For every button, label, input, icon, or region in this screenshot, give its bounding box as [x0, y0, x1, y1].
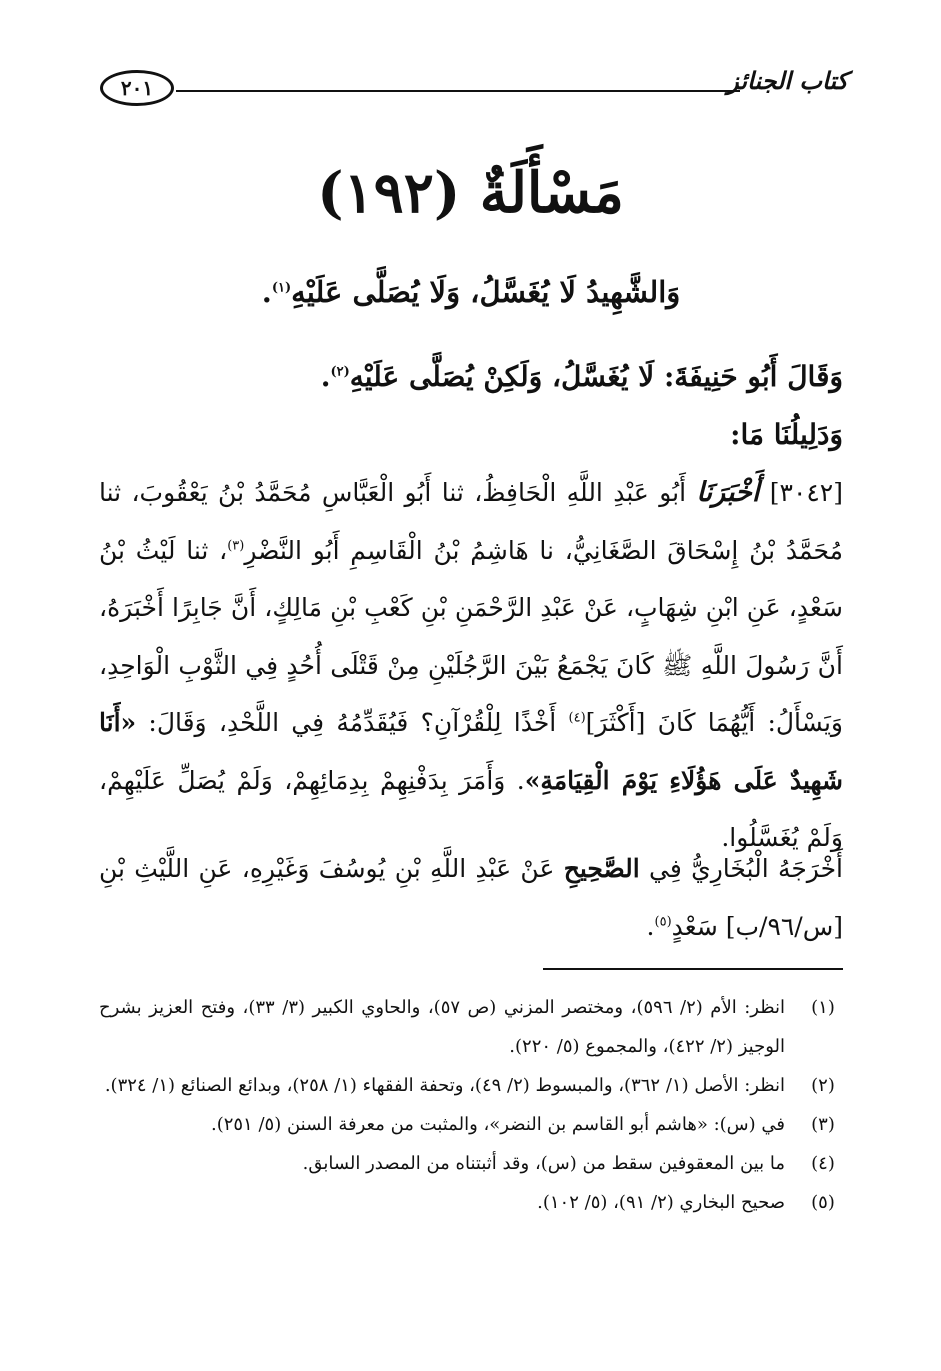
header-rule: [176, 90, 740, 92]
hadith-source: [99, 840, 843, 955]
footnote-ref-5: (٥): [654, 914, 672, 930]
footnote-text: صحيح البخاري (٢/ ٩١)، (٥/ ١٠٢).: [537, 1192, 785, 1213]
hadith-isnad-part1: أَبُو عَبْدِ اللَّهِ الْحَافِظُ، ثنا أَبُو الْعَبَّاسِ مُحَمَّدُ بْنُ يَعْقُوبَ، ثنا مُحَمَّدُ بْنُ إِسْحَاقَ الصَّغَانِيُّ، نا هَاشِمُ بْنُ الْقَاسِمِ أَبُو النَّضْرِ: [99, 478, 843, 565]
footnote-item: [99, 1105, 843, 1144]
footnote-text: في (س): «هاشم أبو القاسم بن النضر»، والمثبت من معرفة السنن (٥/ ٢٥١).: [210, 1114, 785, 1135]
page-number: ٢٠١: [100, 70, 174, 106]
issue-title: مَسْأَلَةٌ (١٩٢): [317, 160, 624, 226]
evidence-intro: وَدَلِيلُنَا مَا:: [730, 418, 843, 451]
hanafi-text: وَقَالَ أَبُو حَنِيفَةَ: لَا يُغَسَّلُ، وَلَكِنْ يُصَلَّى عَلَيْهِ: [349, 360, 843, 393]
hadith-number: [٣٠٤٢]: [769, 478, 843, 507]
prophet-quote: «أَنَا شَهِيدٌ عَلَى هَؤُلَاءِ يَوْمَ الْقِيَامَةِ»: [99, 708, 843, 795]
footnote-item: [99, 1144, 843, 1183]
footnote-item: [99, 988, 843, 1066]
footnote-text: ما بين المعقوفين سقط من (س)، وقد أثبتناه من المصدر السابق.: [302, 1153, 785, 1174]
hanafi-end: .: [320, 360, 331, 393]
footnotes: [99, 988, 843, 1222]
footnote-number: (١): [811, 997, 835, 1018]
footnote-number: (٥): [811, 1192, 835, 1213]
akhbarana-word: أَخْبَرَنَا: [696, 477, 760, 508]
hadith-paragraph: [99, 464, 843, 867]
statement-text: وَالشَّهِيدُ لَا يُغَسَّلُ، وَلَا يُصَلَّى عَلَيْهِ: [291, 275, 681, 309]
footnote-ref-4: (٤): [568, 710, 586, 726]
footnote-ref-3: (٣): [227, 538, 245, 554]
hadith-matn-part4: . وَأَمَرَ بِدَفْنِهِمْ بِدِمَائِهِمْ، وَلَمْ يُصَلِّ عَلَيْهِمْ، وَلَمْ يُغَسَّلُوا.: [99, 765, 843, 852]
footnote-number: (٣): [811, 1114, 835, 1135]
statement-end: .: [261, 275, 272, 309]
footnote-number: (٤): [811, 1153, 835, 1174]
footnote-item: [99, 1066, 843, 1105]
footnote-number: (٢): [811, 1075, 835, 1096]
footnote-text: انظر: الأصل (١/ ٣٦٢)، والمبسوط (٢/ ٤٩)، وتحفة الفقهاء (١/ ٢٥٨)، وبدائع الصنائع (١/ ٣٢٤).: [104, 1075, 785, 1096]
hanafi-opinion: [99, 348, 843, 406]
page-header: [100, 62, 848, 118]
source-end: .: [646, 911, 655, 941]
sahih-word: الصَّحِيحِ: [563, 854, 640, 883]
footnote-separator: [543, 968, 843, 970]
footnote-ref-2: (٢): [330, 364, 350, 380]
footnote-text: انظر: الأم (٢/ ٥٩٦)، ومختصر المزني (ص ٥٧)، والحاوي الكبير (٣/ ٣٣)، وفتح العزيز بشرح الوجيز (٢/ ٤٢٢)، والمجموع (٥/ ٢٢٠).: [99, 997, 786, 1057]
source-part2: عَنْ عَبْدِ اللَّهِ بْنِ يُوسُفَ وَغَيْرِهِ، عَنِ اللَّيْثِ بْنِ [س/٩٦/ب] سَعْدٍ: [99, 854, 843, 941]
footnote-ref-1: (١): [271, 280, 292, 296]
footnote-item: [99, 1183, 843, 1222]
hadith-isnad-part2: ، ثنا لَيْثُ بْنُ سَعْدٍ، عَنِ ابْنِ شِهَابٍ، عَنْ عَبْدِ الرَّحْمَنِ بْنِ كَعْبِ بْنِ مَالِكٍ، أَنَّ جَابِرًا أَخْبَرَهُ، أَنَّ رَسُولَ اللَّهِ ﷺ كَانَ يَجْمَعُ بَيْنَ الرَّجُلَيْنِ مِنْ قَتْلَى أُحُدٍ فِي الثَّوْبِ الْوَاحِدِ، وَيَسْأَلُ: أَيُّهُمَا كَانَ [أَكْثَرَ]: [99, 535, 844, 737]
source-part1: أَخْرَجَهُ الْبُخَارِيُّ فِي: [639, 854, 843, 883]
issue-statement: [99, 262, 843, 322]
running-head: كتاب الجنائز: [727, 66, 848, 95]
hadith-matn-part3: أَخْذًا لِلْقُرْآنِ؟ فَيُقَدِّمُهُ فِي اللَّحْدِ، وَقَالَ:: [136, 708, 569, 737]
